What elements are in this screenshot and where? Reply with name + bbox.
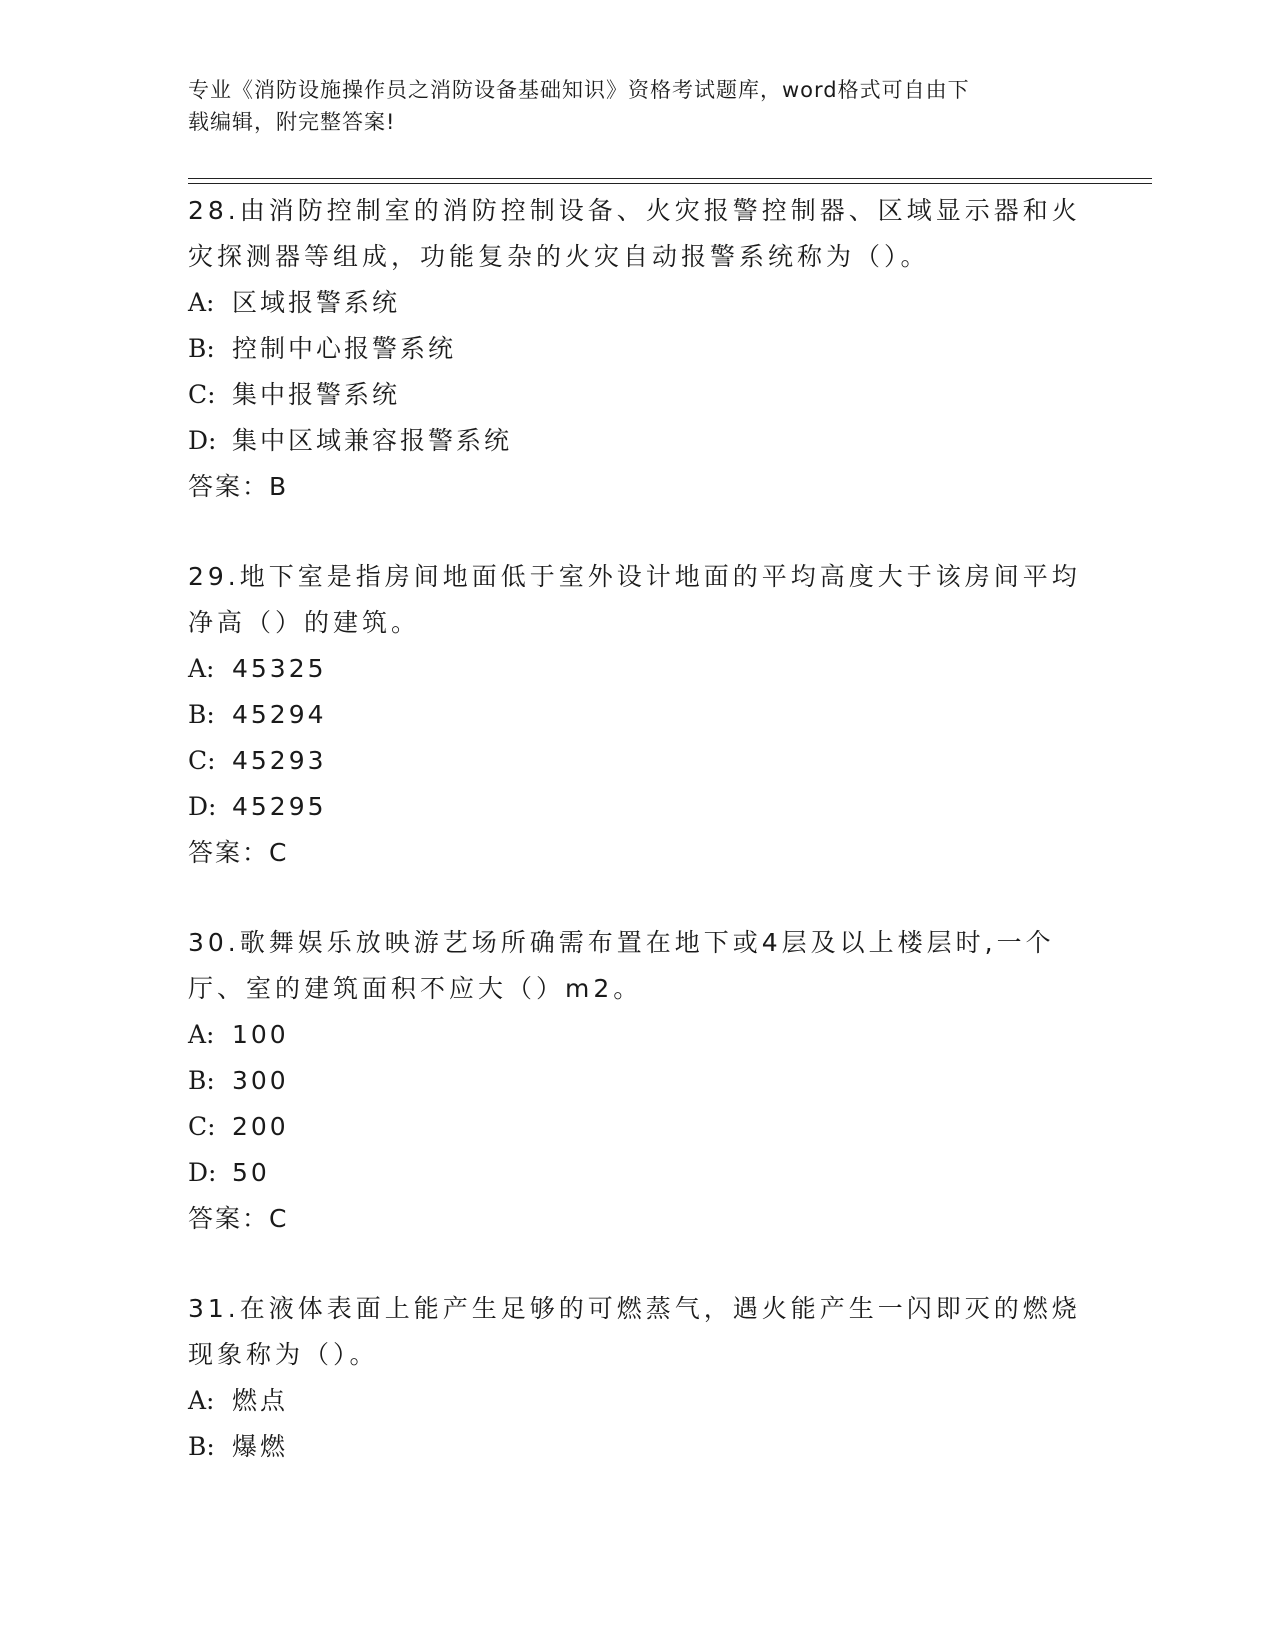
option-text: 45325 (232, 654, 327, 683)
option-text: 45294 (232, 700, 327, 729)
option-text: 区域报警系统 (232, 288, 401, 317)
option-text: 200 (232, 1112, 289, 1141)
header-line-2: 载编辑，附完整答案! (188, 110, 396, 134)
option-key: D: (188, 1158, 217, 1187)
question-28 (188, 188, 1088, 510)
question-stem: 28.由消防控制室的消防控制设备、火灾报警控制器、区域显示器和火灾探测器等组成，功能复杂的火灾自动报警系统称为（）。 (188, 196, 1081, 271)
option-key: C: (188, 380, 216, 409)
answer-line: 答案：C (188, 1204, 289, 1233)
option-key: C: (188, 1112, 216, 1141)
question-29 (188, 554, 1088, 876)
answer-line: 答案：C (188, 838, 289, 867)
option-text: 45293 (232, 746, 327, 775)
option-key: A: (188, 654, 215, 683)
option-text: 爆燃 (232, 1432, 289, 1461)
option-key: B: (188, 1432, 215, 1461)
option-key: B: (188, 1066, 215, 1095)
option-key: A: (188, 1386, 215, 1415)
question-31 (188, 1286, 1088, 1470)
option-c (188, 372, 1088, 418)
option-b (188, 326, 1088, 372)
option-key: D: (188, 792, 217, 821)
option-key: B: (188, 700, 215, 729)
option-text: 50 (232, 1158, 270, 1187)
option-key: C: (188, 746, 216, 775)
option-a (188, 280, 1088, 326)
option-a (188, 1012, 1088, 1058)
option-text: 集中报警系统 (232, 380, 401, 409)
option-d (188, 1150, 1088, 1196)
option-c (188, 1104, 1088, 1150)
option-b (188, 1058, 1088, 1104)
question-stem: 29.地下室是指房间地面低于室外设计地面的平均高度大于该房间平均净高（）的建筑。 (188, 562, 1081, 637)
option-c (188, 738, 1088, 784)
option-a (188, 1378, 1088, 1424)
option-text: 100 (232, 1020, 289, 1049)
option-text: 集中区域兼容报警系统 (232, 426, 513, 455)
question-30 (188, 920, 1088, 1242)
option-key: B: (188, 334, 215, 363)
question-stem: 31.在液体表面上能产生足够的可燃蒸气，遇火能产生一闪即灭的燃烧现象称为（）。 (188, 1294, 1081, 1369)
option-text: 燃点 (232, 1386, 289, 1415)
answer-line: 答案：B (188, 472, 289, 501)
question-stem: 30.歌舞娱乐放映游艺场所确需布置在地下或4层及以上楼层时,一个厅、室的建筑面积不应大（）m2。 (188, 928, 1055, 1003)
option-b (188, 1424, 1088, 1470)
header-line-1: 专业《消防设施操作员之消防设备基础知识》资格考试题库，word格式可自由下 (188, 78, 970, 102)
option-key: A: (188, 288, 215, 317)
option-text: 控制中心报警系统 (232, 334, 457, 363)
header-divider-top (188, 178, 1152, 179)
header-divider-bottom (188, 183, 1152, 184)
option-d (188, 418, 1088, 464)
option-text: 300 (232, 1066, 289, 1095)
option-key: D: (188, 426, 217, 455)
document-header (188, 74, 1068, 138)
option-key: A: (188, 1020, 215, 1049)
option-text: 45295 (232, 792, 327, 821)
option-d (188, 784, 1088, 830)
option-b (188, 692, 1088, 738)
option-a (188, 646, 1088, 692)
